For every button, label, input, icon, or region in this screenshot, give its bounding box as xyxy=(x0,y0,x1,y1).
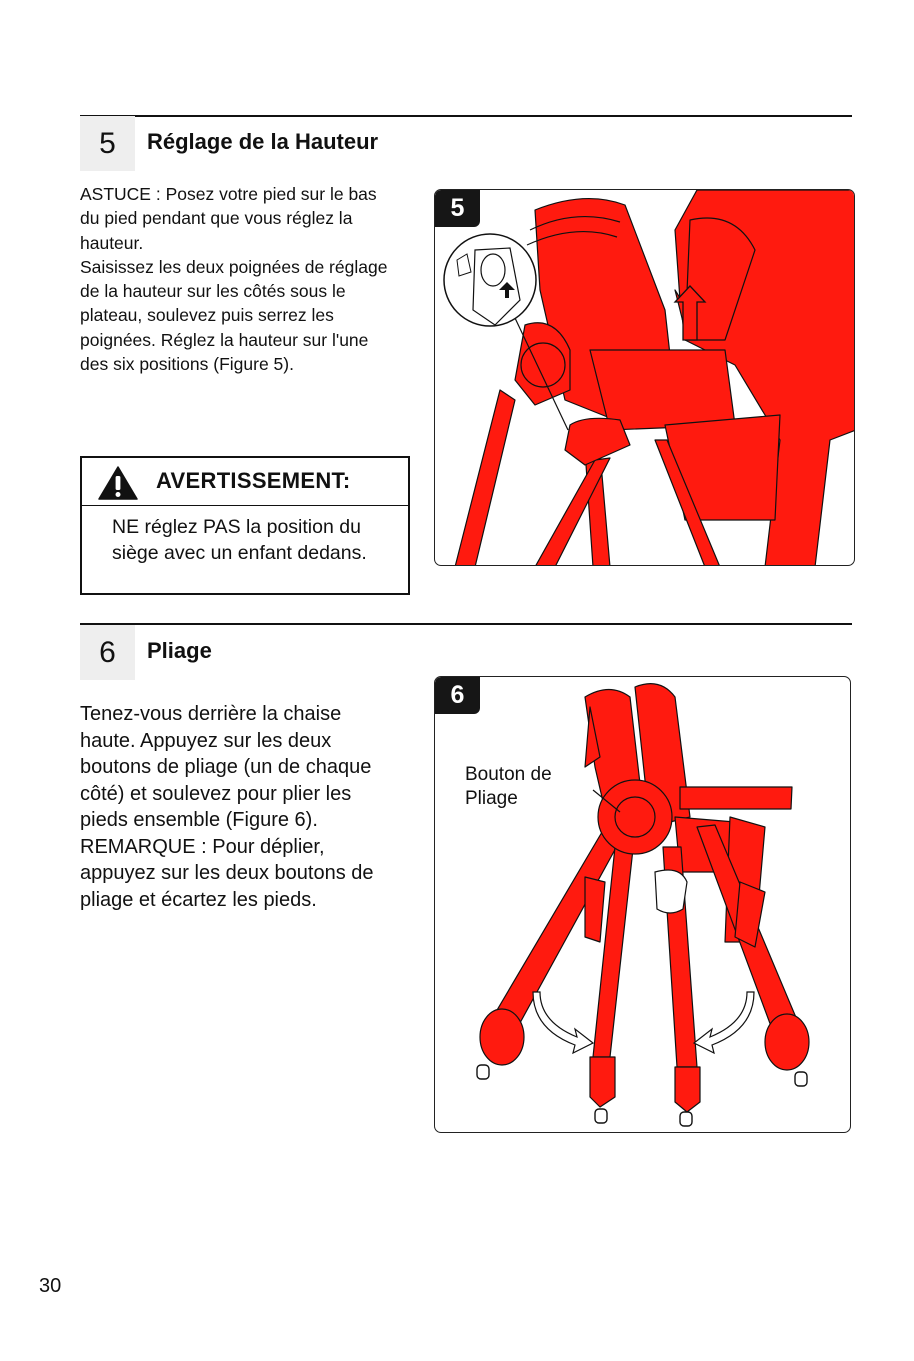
height-adjust-illustration xyxy=(435,190,855,566)
section-divider xyxy=(80,623,852,625)
figure-6-label: 6 xyxy=(435,677,480,714)
step-5-instructions: ASTUCE : Posez votre pied sur le bas du pied pendant que vous réglez la hauteur. Saisissez les deux poignées de réglage de la hauteur sur les côtés sous le plateau, soulevez puis serrez les poignées. Réglez la hauteur sur l'une des six positions (Figure 5). xyxy=(80,184,388,375)
step-number-6: 6 xyxy=(80,625,135,680)
step-title-6: Pliage xyxy=(147,638,212,663)
step-6-instructions: Tenez-vous derrière la chaise haute. Appuyez sur les deux boutons de pliage (un de chaque côté) et soulevez pour plier les pieds ensemble (Figure 6). REMARQUE : Pour déplier, appuyez sur les deux boutons de pliage et écartez les pieds. xyxy=(80,703,374,911)
fold-button-callout: Bouton de Pliage xyxy=(465,764,552,809)
figure-5-label: 5 xyxy=(435,190,480,227)
step-number-5: 5 xyxy=(80,116,135,171)
figure-5 xyxy=(434,189,855,566)
warning-triangle-icon xyxy=(98,466,138,500)
warning-title: AVERTISSEMENT: xyxy=(156,468,351,493)
section-divider xyxy=(80,115,852,117)
figure-6 xyxy=(434,676,851,1133)
warning-header xyxy=(82,458,408,506)
warning-box xyxy=(80,456,410,595)
warning-text: NE réglez PAS la position du siège avec un enfant dedans. xyxy=(112,516,367,564)
page-number: 30 xyxy=(39,1275,62,1297)
step-title-5: Réglage de la Hauteur xyxy=(147,129,379,154)
folding-illustration xyxy=(435,677,851,1133)
